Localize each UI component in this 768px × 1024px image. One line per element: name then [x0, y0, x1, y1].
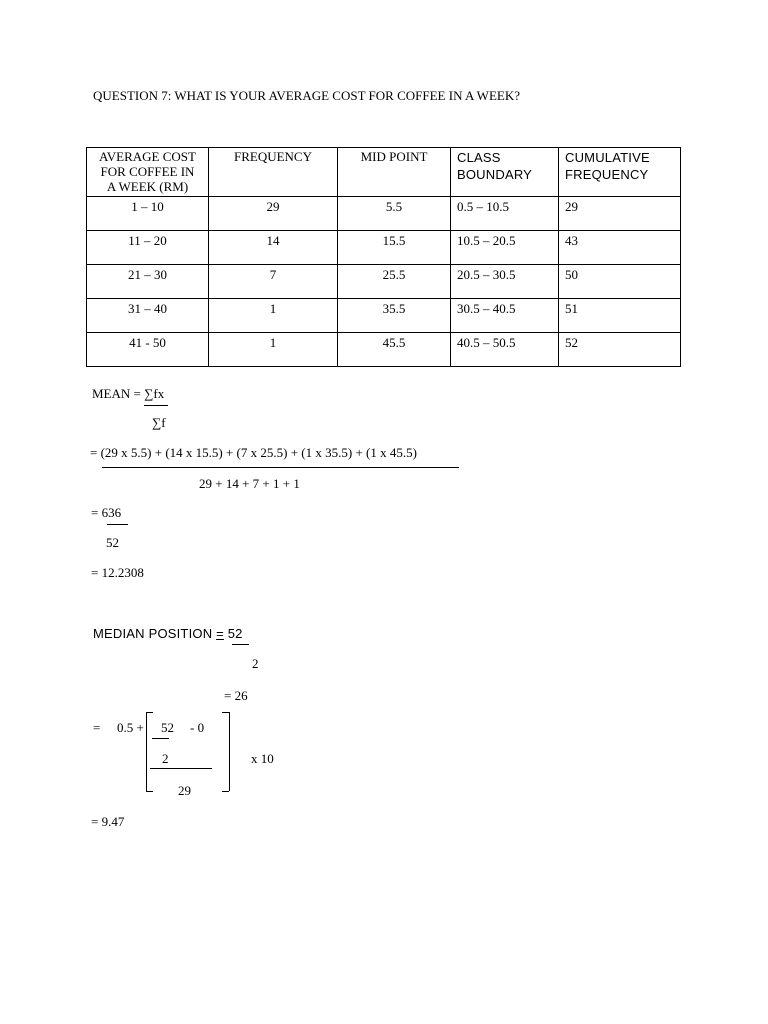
question-title: QUESTION 7: WHAT IS YOUR AVERAGE COST FOR COFFEE IN A WEEK? [93, 88, 520, 103]
cell-cumulative: 50 [559, 265, 681, 299]
mean-numerator-text: ∑fx [144, 386, 165, 401]
header-line: CUMULATIVE [565, 150, 650, 165]
cell-cumulative: 29 [559, 197, 681, 231]
cell-mid-point: 45.5 [338, 333, 451, 367]
cell-class: 1 – 10 [87, 197, 209, 231]
mean-fraction-numerator: 636 [101, 505, 122, 520]
cell-class-boundary: 30.5 – 40.5 [451, 299, 559, 333]
cell-class: 11 – 20 [87, 231, 209, 265]
table-row [87, 333, 681, 367]
mean-numerator [144, 387, 164, 400]
fraction-bar [144, 405, 168, 406]
median-label [93, 627, 243, 640]
lower-boundary: 0.5 + [117, 720, 144, 735]
cell-cumulative: 43 [559, 231, 681, 265]
mean-label [92, 387, 164, 400]
table-header-row [87, 148, 681, 197]
cell-class-boundary: 40.5 – 50.5 [451, 333, 559, 367]
mean-fraction [91, 506, 121, 519]
header-class-boundary [451, 148, 559, 197]
equals-sign: = [91, 505, 102, 520]
mean-result: = 12.2308 [91, 565, 144, 580]
cell-mid-point: 35.5 [338, 299, 451, 333]
fraction-bar [102, 467, 459, 468]
header-line: A WEEK (RM) [106, 179, 189, 194]
median-numerator: 52 [227, 626, 243, 641]
mean-fraction-denominator: 52 [106, 535, 119, 550]
minus-cumulative: - 0 [190, 720, 205, 735]
cell-class: 31 – 40 [87, 299, 209, 333]
header-line: FREQUENCY [565, 167, 649, 182]
frequency-table [86, 147, 681, 367]
cell-class-boundary: 20.5 – 30.5 [451, 265, 559, 299]
cell-frequency: 14 [209, 231, 338, 265]
multiplier: x 10 [251, 751, 274, 766]
cell-cumulative: 52 [559, 333, 681, 367]
mean-expanded-numerator: = (29 x 5.5) + (14 x 15.5) + (7 x 25.5) + (1 x 35.5) + (1 x 45.5) [90, 445, 417, 460]
header-cumulative-frequency [559, 148, 681, 197]
mean-expanded-denominator: 29 + 14 + 7 + 1 + 1 [199, 476, 300, 491]
mean-denominator: ∑f [152, 415, 166, 430]
cell-frequency: 29 [209, 197, 338, 231]
cell-mid-point: 15.5 [338, 231, 451, 265]
header-line: AVERAGE COST [99, 149, 196, 164]
header-line: CLASS [457, 150, 501, 165]
median-formula-equals: = [93, 720, 101, 735]
table-row [87, 265, 681, 299]
outer-denominator: 29 [178, 783, 191, 798]
fraction-bar [107, 524, 128, 525]
header-mid-point: MID POINT [338, 148, 451, 197]
median-position: = 26 [224, 688, 248, 703]
cell-class: 41 - 50 [87, 333, 209, 367]
table-row [87, 299, 681, 333]
median-result: = 9.47 [91, 814, 125, 829]
header-line: BOUNDARY [457, 167, 533, 182]
cell-frequency: 1 [209, 333, 338, 367]
header-line: FOR COFFEE IN [100, 164, 195, 179]
cell-frequency: 7 [209, 265, 338, 299]
header-average-cost [87, 148, 209, 197]
inner-denominator: 2 [162, 751, 169, 766]
table-row [87, 231, 681, 265]
cell-class-boundary: 10.5 – 20.5 [451, 231, 559, 265]
inner-numerator: 52 [161, 720, 174, 735]
fraction-bar [152, 738, 169, 739]
fraction-bar [232, 644, 249, 645]
cell-frequency: 1 [209, 299, 338, 333]
table-row [87, 197, 681, 231]
equals-sign: = [216, 626, 224, 641]
cell-cumulative: 51 [559, 299, 681, 333]
header-frequency: FREQUENCY [209, 148, 338, 197]
cell-mid-point: 5.5 [338, 197, 451, 231]
cell-class: 21 – 30 [87, 265, 209, 299]
median-denominator: 2 [252, 656, 259, 671]
cell-mid-point: 25.5 [338, 265, 451, 299]
mean-label-text: MEAN = [92, 386, 145, 401]
median-label-text: MEDIAN POSITION [93, 626, 217, 641]
fraction-bar [150, 768, 212, 769]
cell-class-boundary: 0.5 – 10.5 [451, 197, 559, 231]
